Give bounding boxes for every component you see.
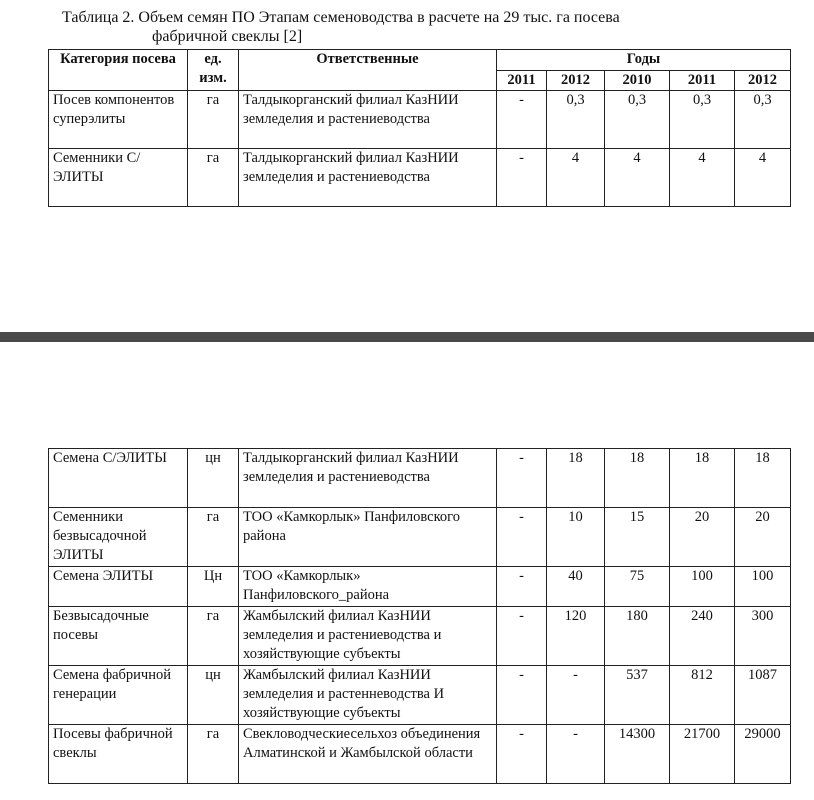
cell-category: Семена ЭЛИТЫ <box>49 567 188 607</box>
cell-unit: га <box>188 508 239 567</box>
cell-value: 120 <box>547 607 605 666</box>
table-row <box>49 607 791 666</box>
cell-value: 0,3 <box>670 91 735 149</box>
cell-value: - <box>497 567 547 607</box>
cell-unit: Цн <box>188 567 239 607</box>
cell-responsible: Талдыкорганский филиал КазНИИ земледелия и растениеводства <box>239 149 497 207</box>
cell-value: 18 <box>605 449 670 508</box>
cell-category: Семена С/ЭЛИТЫ <box>49 449 188 508</box>
cell-value: 15 <box>605 508 670 567</box>
header-year: 2012 <box>735 71 791 91</box>
table-row <box>49 449 791 508</box>
cell-value: 4 <box>670 149 735 207</box>
cell-value: 14300 <box>605 725 670 784</box>
cell-value: 21700 <box>670 725 735 784</box>
header-category: Категория посева <box>49 50 188 91</box>
table-caption <box>62 8 762 46</box>
cell-category: Семенники С/ЭЛИТЫ <box>49 149 188 207</box>
cell-category: Посев компонентов суперэлиты <box>49 91 188 149</box>
cell-value: 100 <box>735 567 791 607</box>
cell-value: 4 <box>547 149 605 207</box>
cell-value: 537 <box>605 666 670 725</box>
cell-responsible: Талдыкорганский филиал КазНИИ земледелия и растениеводства <box>239 449 497 508</box>
cell-unit: цн <box>188 666 239 725</box>
cell-value: 300 <box>735 607 791 666</box>
table-row <box>49 149 791 207</box>
cell-value: 75 <box>605 567 670 607</box>
cell-responsible: ТОО «Камкорлык» Панфиловского района <box>239 508 497 567</box>
cell-responsible: Талдыкорганский филиал КазНИИ земледелия и растениеводства <box>239 91 497 149</box>
cell-value: - <box>497 449 547 508</box>
cell-value: - <box>497 91 547 149</box>
table-row <box>49 91 791 149</box>
seed-volume-table-top <box>48 49 791 207</box>
cell-value: - <box>497 666 547 725</box>
table-row <box>49 567 791 607</box>
cell-value: - <box>547 666 605 725</box>
header-unit: ед. изм. <box>188 50 239 91</box>
cell-value: 10 <box>547 508 605 567</box>
cell-value: - <box>497 508 547 567</box>
cell-value: - <box>547 725 605 784</box>
cell-responsible: Жамбылский филиал КазНИИ земледелия и растениеводства и хозяйствующие субъекты <box>239 607 497 666</box>
header-year: 2010 <box>605 71 670 91</box>
cell-value: 0,3 <box>547 91 605 149</box>
cell-value: 0,3 <box>605 91 670 149</box>
cell-value: 18 <box>670 449 735 508</box>
header-responsible: Ответственные <box>239 50 497 91</box>
table-row <box>49 725 791 784</box>
cell-value: 4 <box>605 149 670 207</box>
cell-value: - <box>497 725 547 784</box>
seed-volume-table-bottom <box>48 448 791 784</box>
cell-value: 20 <box>735 508 791 567</box>
cell-value: 812 <box>670 666 735 725</box>
table-row <box>49 666 791 725</box>
cell-value: 180 <box>605 607 670 666</box>
caption-line-1: Таблица 2. Объем семян ПО Этапам семеноводства в расчете на 29 тыс. га посева <box>62 9 620 26</box>
cell-unit: га <box>188 725 239 784</box>
cell-responsible: Жамбылский филиал КазНИИ земледелия и растенневодства И хозяйствующие субъекты <box>239 666 497 725</box>
table-row <box>49 508 791 567</box>
page-break-divider <box>0 332 814 342</box>
cell-value: 1087 <box>735 666 791 725</box>
cell-unit: цн <box>188 449 239 508</box>
header-years: Годы <box>497 50 791 71</box>
cell-category: Безвысадочные посевы <box>49 607 188 666</box>
cell-category: Посевы фабричной свеклы <box>49 725 188 784</box>
cell-unit: га <box>188 607 239 666</box>
cell-value: - <box>497 149 547 207</box>
header-year: 2012 <box>547 71 605 91</box>
cell-value: 20 <box>670 508 735 567</box>
cell-responsible: ТОО «Камкорлык» Панфиловского_района <box>239 567 497 607</box>
cell-unit: га <box>188 149 239 207</box>
header-year: 2011 <box>670 71 735 91</box>
cell-responsible: Свекловодческиесельхоз объединения Алматинской и Жамбылской области <box>239 725 497 784</box>
cell-value: 40 <box>547 567 605 607</box>
cell-value: 18 <box>735 449 791 508</box>
cell-category: Семенники безвысадочной ЭЛИТЫ <box>49 508 188 567</box>
caption-line-2: фабричной свеклы [2] <box>152 28 303 45</box>
cell-value: 0,3 <box>735 91 791 149</box>
cell-value: 29000 <box>735 725 791 784</box>
cell-value: - <box>497 607 547 666</box>
cell-value: 240 <box>670 607 735 666</box>
header-year: 2011 <box>497 71 547 91</box>
cell-category: Семена фабричной генерации <box>49 666 188 725</box>
cell-value: 18 <box>547 449 605 508</box>
cell-value: 100 <box>670 567 735 607</box>
cell-unit: га <box>188 91 239 149</box>
cell-value: 4 <box>735 149 791 207</box>
